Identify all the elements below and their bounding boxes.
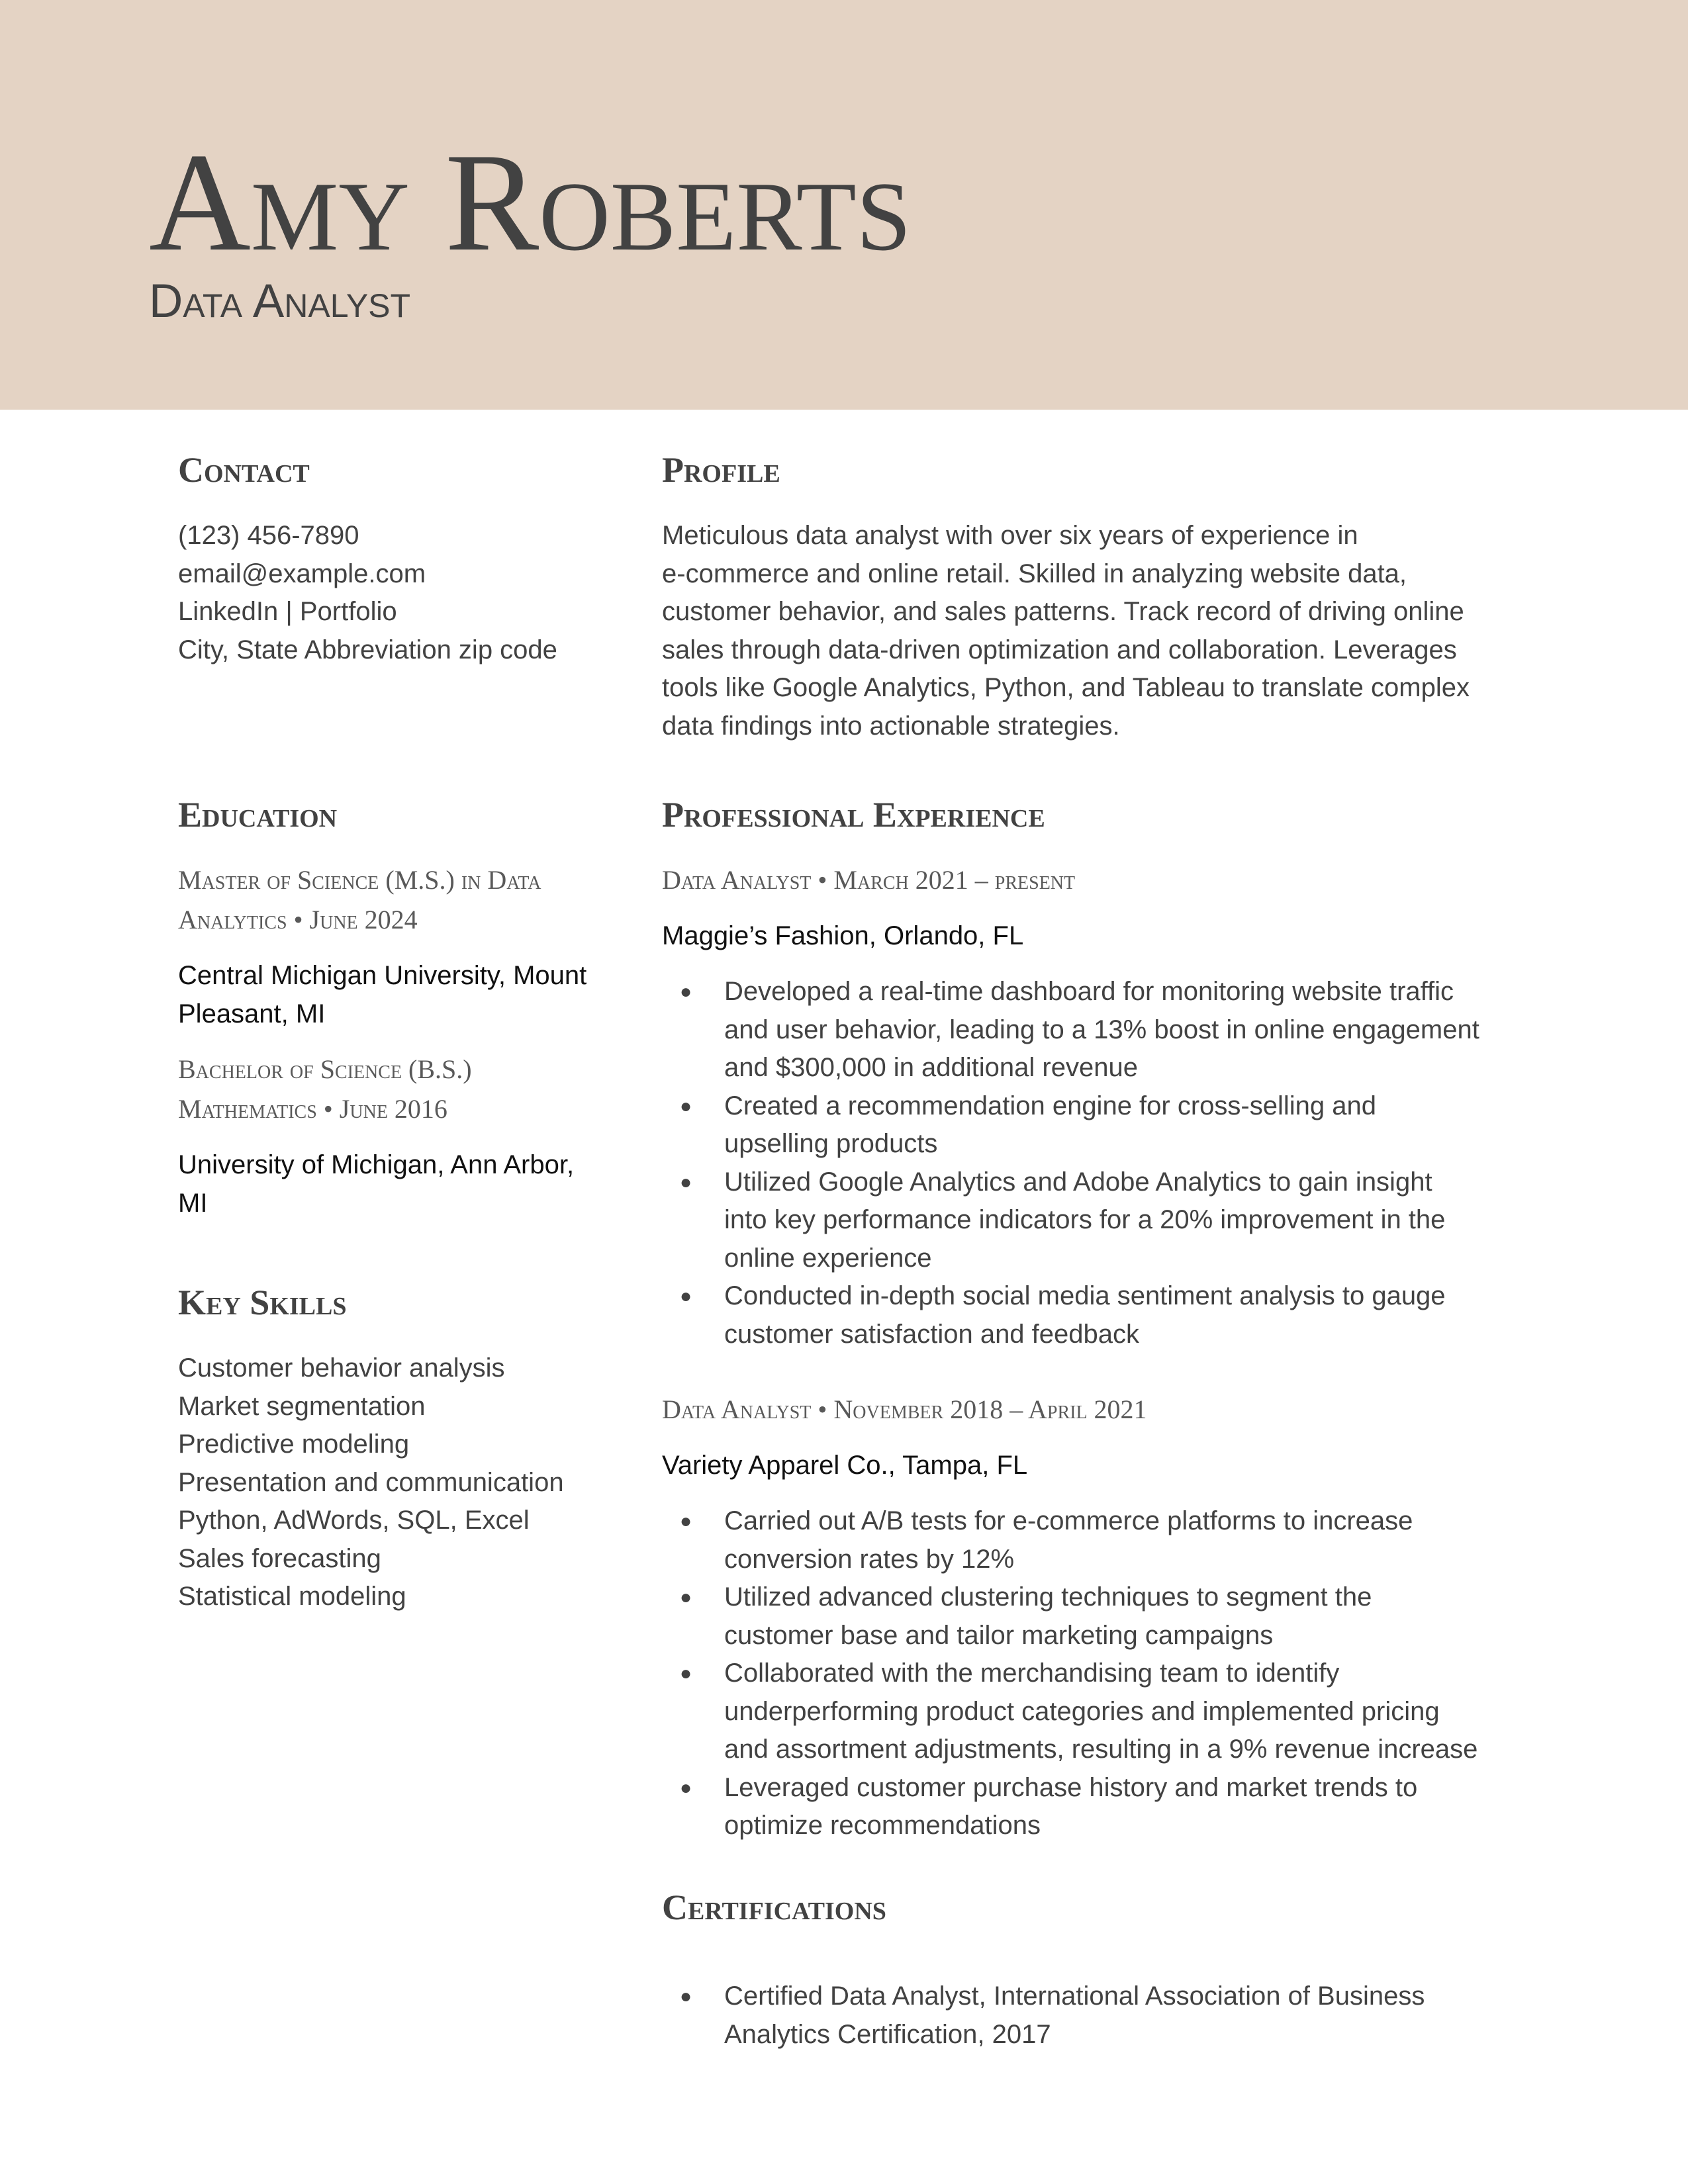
skill-item: Market segmentation: [178, 1391, 426, 1421]
skill-item: Statistical modeling: [178, 1582, 406, 1611]
education-degree-1: [178, 860, 541, 940]
bullet-line: Utilized Google Analytics and Adobe Analytics to gain insight: [724, 1167, 1432, 1197]
contact-links: LinkedIn | Portfolio: [178, 597, 397, 626]
bullet-icon: ●: [679, 1776, 692, 1799]
bullet-line: Collaborated with the merchandising team to identify: [724, 1659, 1340, 1688]
profile-summary: [662, 517, 1542, 745]
skills-list: [178, 1349, 628, 1616]
education-school-1: [178, 957, 628, 1033]
candidate-title: Data Analyst: [149, 275, 411, 328]
bullet-line: customer satisfaction and feedback: [724, 1319, 1140, 1349]
contact-email: email@example.com: [178, 559, 426, 588]
profile-heading: Profile: [662, 450, 780, 490]
skill-item: Sales forecasting: [178, 1543, 381, 1573]
school-line: Pleasant, MI: [178, 999, 326, 1028]
bullet-icon: ●: [679, 1095, 692, 1117]
education-degree-2: [178, 1050, 472, 1129]
job-bullets: [662, 1502, 1542, 1845]
skill-item: Predictive modeling: [178, 1430, 410, 1459]
certifications-list: [662, 1978, 1542, 2054]
skills-heading: Key Skills: [178, 1283, 347, 1322]
bullet-icon: ●: [679, 1985, 692, 2007]
job-bullets: [662, 973, 1542, 1353]
bullet-icon: ●: [679, 1171, 692, 1193]
bullet-line: Developed a real-time dashboard for monitoring website traffic: [724, 977, 1454, 1006]
contact-heading: Contact: [178, 450, 310, 490]
bullet-line: and assortment adjustments, resulting in a 9% revenue increase: [724, 1735, 1478, 1764]
bullet-line: optimize recommendations: [724, 1811, 1041, 1840]
list-item: [662, 1769, 1542, 1845]
degree-line: Mathematics • June 2016: [178, 1094, 447, 1124]
profile-line: data findings into actionable strategies.: [662, 711, 1120, 741]
bullet-line: conversion rates by 12%: [724, 1544, 1015, 1574]
candidate-name: Amy Roberts: [149, 124, 912, 281]
company-name: Maggie’s Fashion, Orlando, FL: [662, 921, 1024, 950]
school-line: University of Michigan, Ann Arbor,: [178, 1150, 575, 1179]
profile-line: e-commerce and online retail. Skilled in analyzing website data,: [662, 559, 1407, 588]
bullet-icon: ●: [679, 1285, 692, 1307]
skill-item: Customer behavior analysis: [178, 1353, 505, 1383]
education-heading: Education: [178, 795, 338, 835]
company-name: Variety Apparel Co., Tampa, FL: [662, 1451, 1028, 1480]
contact-address: City, State Abbreviation zip code: [178, 635, 557, 664]
bullet-icon: ●: [679, 981, 692, 1003]
certifications-heading: Certifications: [662, 1888, 886, 1927]
profile-line: sales through data-driven optimization and collaboration. Leverages: [662, 635, 1457, 664]
list-item: [662, 973, 1542, 1087]
experience-heading: Professional Experience: [662, 795, 1045, 835]
list-item: [662, 1502, 1542, 1578]
list-item: [662, 1087, 1542, 1163]
bullet-line: Carried out A/B tests for e-commerce platforms to increase: [724, 1506, 1413, 1535]
job-title-line: Data Analyst • November 2018 – April 2021: [662, 1394, 1147, 1424]
profile-line: customer behavior, and sales patterns. Track record of driving online: [662, 597, 1464, 626]
bullet-icon: ●: [679, 1586, 692, 1608]
bullet-line: Certified Data Analyst, International Association of Business: [724, 1981, 1425, 2011]
bullet-line: into key performance indicators for a 20% improvement in the: [724, 1205, 1446, 1234]
bullet-line: customer base and tailor marketing campaigns: [724, 1620, 1274, 1650]
list-item: [662, 1277, 1542, 1353]
bullet-line: online experience: [724, 1243, 932, 1273]
school-line: MI: [178, 1188, 208, 1218]
contact-phone: (123) 456-7890: [178, 521, 359, 550]
bullet-line: Leveraged customer purchase history and market trends to: [724, 1772, 1418, 1802]
degree-line: Bachelor of Science (B.S.): [178, 1054, 472, 1084]
list-item: [662, 1655, 1542, 1769]
profile-line: Meticulous data analyst with over six years of experience in: [662, 521, 1358, 550]
skill-item: Python, AdWords, SQL, Excel: [178, 1506, 530, 1535]
bullet-line: Utilized advanced clustering techniques to segment the: [724, 1582, 1372, 1612]
list-item: [662, 1578, 1542, 1655]
bullet-line: Created a recommendation engine for cross-selling and: [724, 1091, 1376, 1120]
job-title-line: Data Analyst • March 2021 – present: [662, 865, 1076, 895]
skill-item: Presentation and communication: [178, 1467, 564, 1497]
list-item: [662, 1163, 1542, 1278]
job-company: [662, 917, 1542, 956]
job-company: [662, 1447, 1542, 1485]
degree-line: Analytics • June 2024: [178, 905, 418, 934]
bullet-icon: ●: [679, 1662, 692, 1684]
bullet-line: upselling products: [724, 1129, 938, 1158]
bullet-line: Conducted in-depth social media sentiment analysis to gauge: [724, 1281, 1446, 1310]
contact-block: [178, 517, 628, 669]
degree-line: Master of Science (M.S.) in Data: [178, 865, 541, 895]
bullet-line: and $300,000 in additional revenue: [724, 1053, 1138, 1082]
bullet-line: underperforming product categories and implemented pricing: [724, 1696, 1440, 1726]
school-line: Central Michigan University, Mount: [178, 961, 587, 990]
education-school-2: [178, 1146, 628, 1222]
bullet-line: and user behavior, leading to a 13% boost in online engagement: [724, 1015, 1479, 1044]
bullet-line: Analytics Certification, 2017: [724, 2019, 1051, 2049]
list-item: [662, 1978, 1542, 2054]
bullet-icon: ●: [679, 1510, 692, 1532]
profile-line: tools like Google Analytics, Python, and Tableau to translate complex: [662, 673, 1470, 702]
